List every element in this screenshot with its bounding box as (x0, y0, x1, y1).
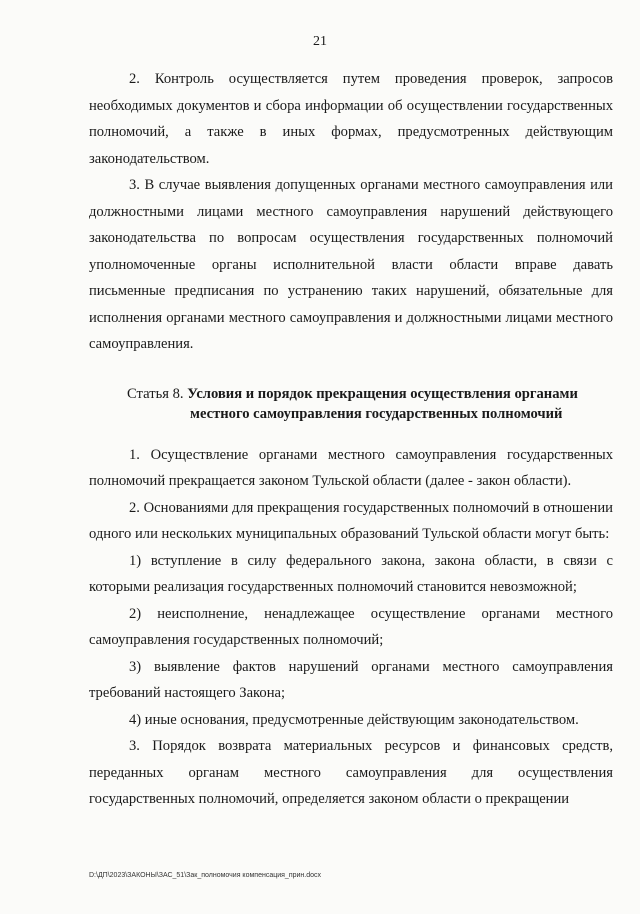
paragraph-grounds: 2. Основаниями для прекращения государственных полномочий в отношении одного или нескольких муниципальных образований Тульской области могут быть: (89, 499, 613, 542)
article-title-line2: местного самоуправления государственных полномочий (190, 405, 563, 422)
list-item-ground-4: 4) иные основания, предусмотренные действующим законодательством. (129, 711, 579, 728)
article-heading-line1 (127, 384, 613, 404)
page-number: 21 (313, 34, 327, 49)
document-body (89, 66, 613, 813)
paragraph-violations: 3. В случае выявления допущенных органами местного самоуправления или должностными лицами местного самоуправления нарушений действующего законодательства по вопросам осуществления государственных полномочий уполномоченные органы исполнительной власти области вправе давать письменные предписания по устранению таких нарушений, обязательные для исполнения органами местного самоуправления и должностными лицами местного самоуправления. (89, 177, 613, 352)
footer-file-path: D:\ДП\2023\ЗАКОНЫ\ЗАС_51\Зак_полномочия компенсация_прин.docx (89, 872, 322, 879)
list-item-ground-3: 3) выявление фактов нарушений органами местного самоуправления требований настоящего Закона; (89, 658, 613, 701)
paragraph-termination-law: 1. Осуществление органами местного самоуправления государственных полномочий прекращается законом Тульской области (далее - закон области). (89, 446, 613, 489)
paragraph-control: 2. Контроль осуществляется путем проведения проверок, запросов необходимых документов и сбора информации об осуществлении государственных полномочий, а также в иных формах, предусмотренных действующим законодательством. (89, 71, 613, 167)
article-title-line1: Условия и порядок прекращения осуществления органами (187, 385, 578, 402)
list-item-ground-2: 2) неисполнение, ненадлежащее осуществление органами местного самоуправления государственных полномочий; (89, 605, 613, 648)
paragraph-return-resources: 3. Порядок возврата материальных ресурсов и финансовых средств, переданных органам местного самоуправления для осуществления государственных полномочий, определяется законом области о прекращении (89, 738, 613, 807)
list-item-ground-1: 1) вступление в силу федерального закона, закона области, в связи с которыми реализация государственных полномочий становится невозможной; (89, 552, 613, 595)
article-number: Статья 8. (127, 385, 188, 402)
article-heading (89, 384, 613, 424)
